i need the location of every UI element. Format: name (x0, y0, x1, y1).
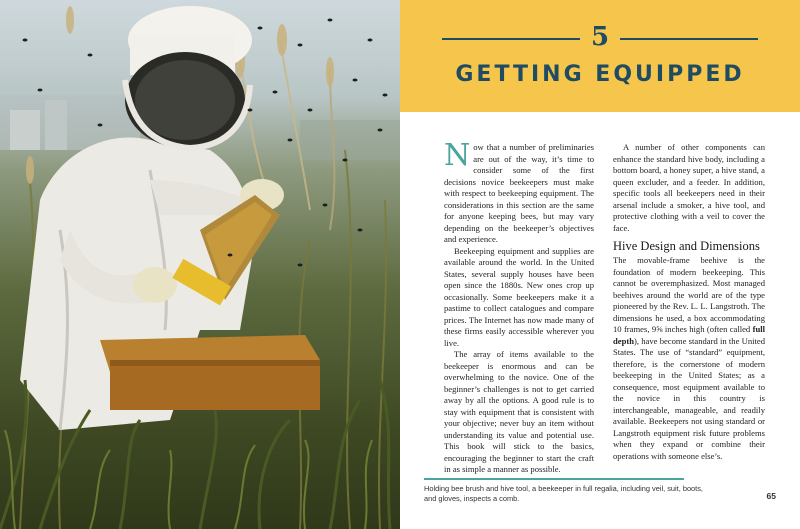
paragraph (444, 138, 594, 246)
paragraph-text: ow that a number of preliminaries are out of the way, it’s time to consider some of the first decisions novice beekeepers must make with respect to beekeeping equipment. The considerations in this section are the same for anyone keeping bees, but may vary depending on the beekeeper’s objectives and experience. (444, 142, 594, 244)
bold-term: full depth (613, 324, 765, 346)
chapter-title: GETTING EQUIPPED (455, 62, 745, 87)
caption-rule (424, 478, 684, 480)
body-column-2 (613, 142, 765, 462)
paragraph (613, 255, 765, 462)
chapter-rule-right (620, 38, 758, 40)
drop-cap: N (444, 138, 471, 173)
paragraph-text: ), have become standard in the United States. The use of “standard” equipment, therefore, is the cornerstone of modern beekeeping in the United States; as a consequence, most equipment available to the novice in this country is interchangeable, manageable, and readily available. Beekeepers not using standard or Langstroth equipment risk future problems when they expand or combine their operations with someone else’s. (613, 335, 765, 461)
paragraph-text: The movable-frame beehive is the foundation of modern beekeeping. This cannot be overemphasized. Most managed beehives around the world are of the type pioneered by the Rev. L. L. Langstroth. The dimensions he used, a box accommodating 10 frames, 9⅝ inches high (often called (613, 255, 765, 334)
chapter-banner (400, 0, 800, 112)
body-column-1 (444, 138, 594, 476)
page-number: 65 (766, 491, 776, 501)
photo-caption: Holding bee brush and hive tool, a beekeeper in full regalia, including veil, suit, boots, and gloves, inspects a comb. (424, 484, 703, 503)
text-page (400, 0, 800, 529)
section-heading: Hive Design and Dimensions (613, 239, 760, 253)
paragraph: Beekeeping equipment and supplies are available around the world. In the United States, several supply houses have been open since the 1880s. New ones crop up occasionally. Some beekeepers make it a pastime to collect catalogues and compare prices. The Internet has now made many of these firms easily accessible wherever you live. (444, 245, 594, 348)
chapter-rule-left (442, 38, 580, 40)
chapter-number: 5 (590, 22, 610, 52)
paragraph: A number of other components can enhance the standard hive body, including a bottom board, a honey super, a hive stand, a queen excluder, and a feeder. In addition, specific tools all beekeepers need in their arsenal include a smoker, a hive tool, and protective clothing with a veil to cover the face. (613, 142, 765, 233)
paragraph: The array of items available to the beekeeper is enormous and can be overwhelming to the novice. One of the beginner’s challenges is not to get carried away by all the options. A good rule is to stay with equipment that is consistent with your objective; never buy an item without understanding its value and potential use. This book will stick to the basics, encouraging the beginner to start the craft in as simple a manner as possible. (444, 349, 594, 474)
